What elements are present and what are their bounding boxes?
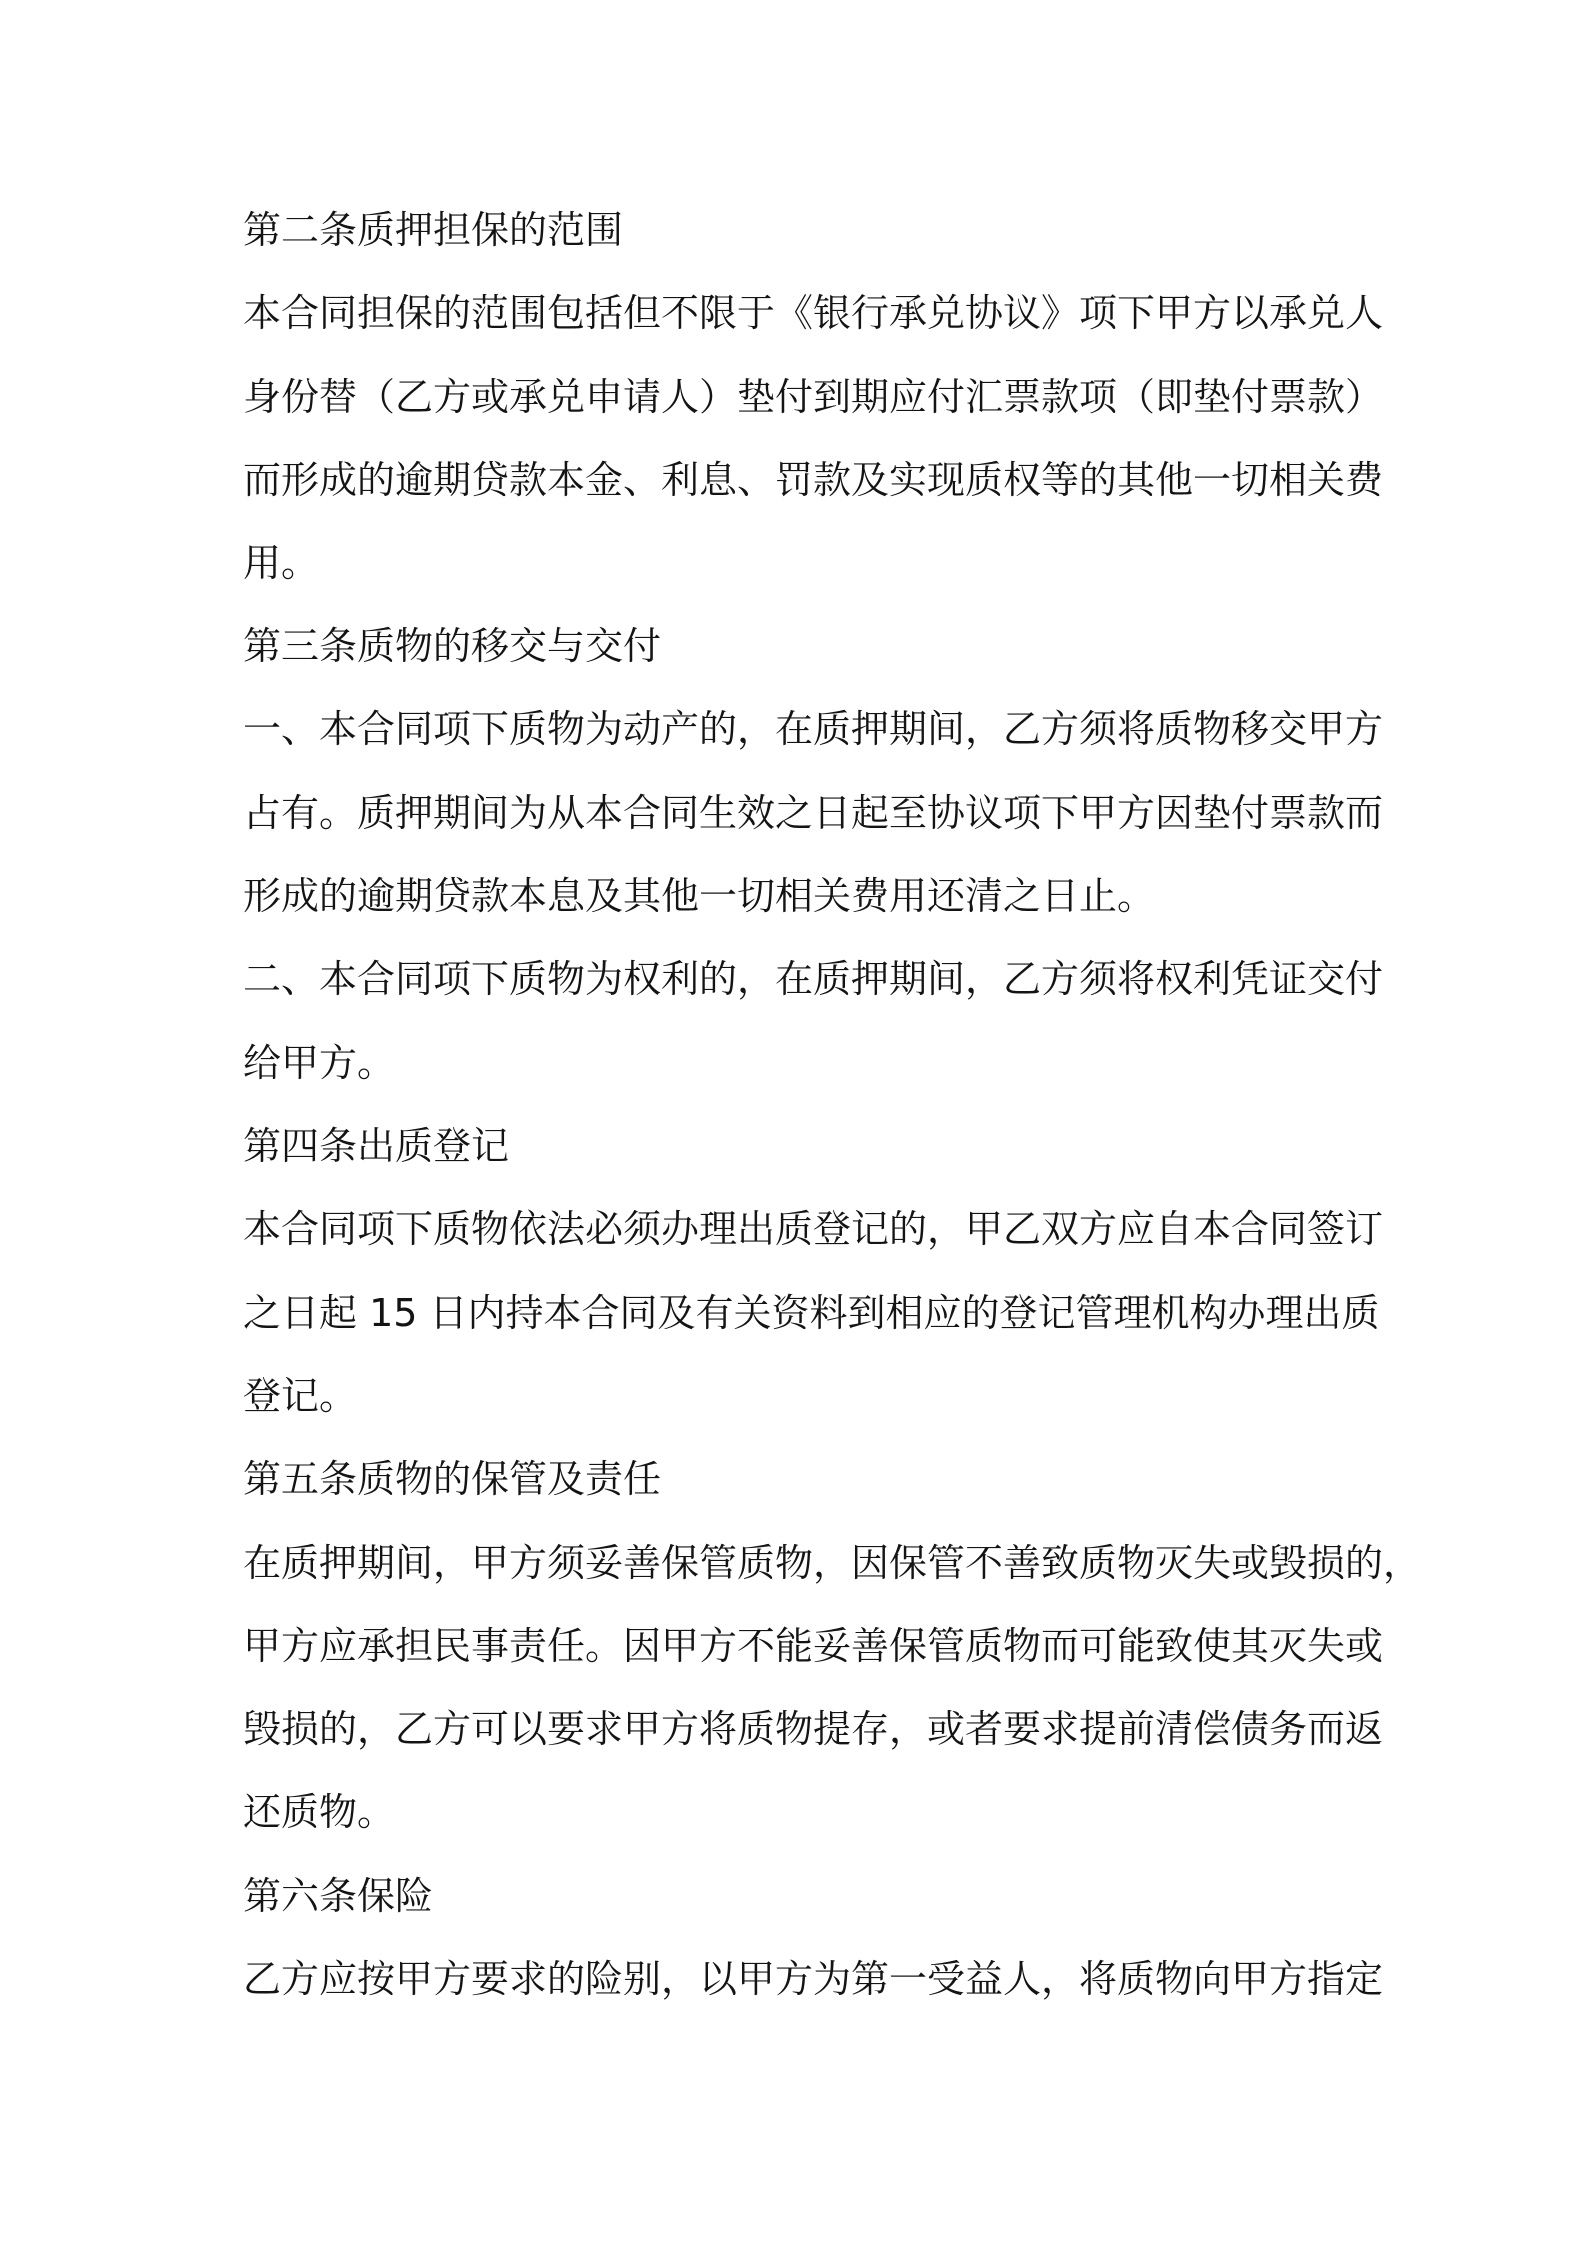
- section-heading-article-4: 第四条出质登记: [243, 1124, 510, 1168]
- paragraph-line: 给甲方。: [243, 1041, 396, 1085]
- paragraph-line: 甲方应承担民事责任。因甲方不能妥善保管质物而可能致使其灭失或: [243, 1624, 1384, 1668]
- paragraph-line: 用。: [243, 541, 320, 585]
- paragraph-line: 身份替（乙方或承兑申请人）垫付到期应付汇票款项（即垫付票款）: [243, 375, 1384, 419]
- paragraph-line: 二、本合同项下质物为权利的，在质押期间，乙方须将权利凭证交付: [243, 957, 1384, 1001]
- paragraph-line: 乙方应按甲方要求的险别，以甲方为第一受益人，将质物向甲方指定: [243, 1957, 1384, 2001]
- section-heading-article-2: 第二条质押担保的范围: [243, 208, 624, 252]
- paragraph-line: 而形成的逾期贷款本金、利息、罚款及实现质权等的其他一切相关费: [243, 458, 1384, 502]
- paragraph-line: 一、本合同项下质物为动产的，在质押期间，乙方须将质物移交甲方: [243, 707, 1384, 751]
- section-heading-article-3: 第三条质物的移交与交付: [243, 624, 662, 668]
- paragraph-line: 在质押期间，甲方须妥善保管质物，因保管不善致质物灭失或毁损的，: [243, 1541, 1422, 1585]
- section-heading-article-6: 第六条保险: [243, 1874, 434, 1918]
- paragraph-line: 本合同担保的范围包括但不限于《银行承兑协议》项下甲方以承兑人: [243, 291, 1384, 335]
- paragraph-line: 形成的逾期贷款本息及其他一切相关费用还清之日止。: [243, 874, 1156, 918]
- paragraph-line: 登记。: [243, 1374, 358, 1418]
- paragraph-line: 本合同项下质物依法必须办理出质登记的，甲乙双方应自本合同签订: [243, 1207, 1384, 1251]
- paragraph-line: 之日起 15 日内持本合同及有关资料到相应的登记管理机构办理出质: [243, 1291, 1380, 1335]
- paragraph-line: 占有。质押期间为从本合同生效之日起至协议项下甲方因垫付票款而: [243, 791, 1384, 835]
- paragraph-line: 毁损的，乙方可以要求甲方将质物提存，或者要求提前清偿债务而返: [243, 1707, 1384, 1751]
- section-heading-article-5: 第五条质物的保管及责任: [243, 1457, 662, 1501]
- paragraph-line: 还质物。: [243, 1790, 396, 1834]
